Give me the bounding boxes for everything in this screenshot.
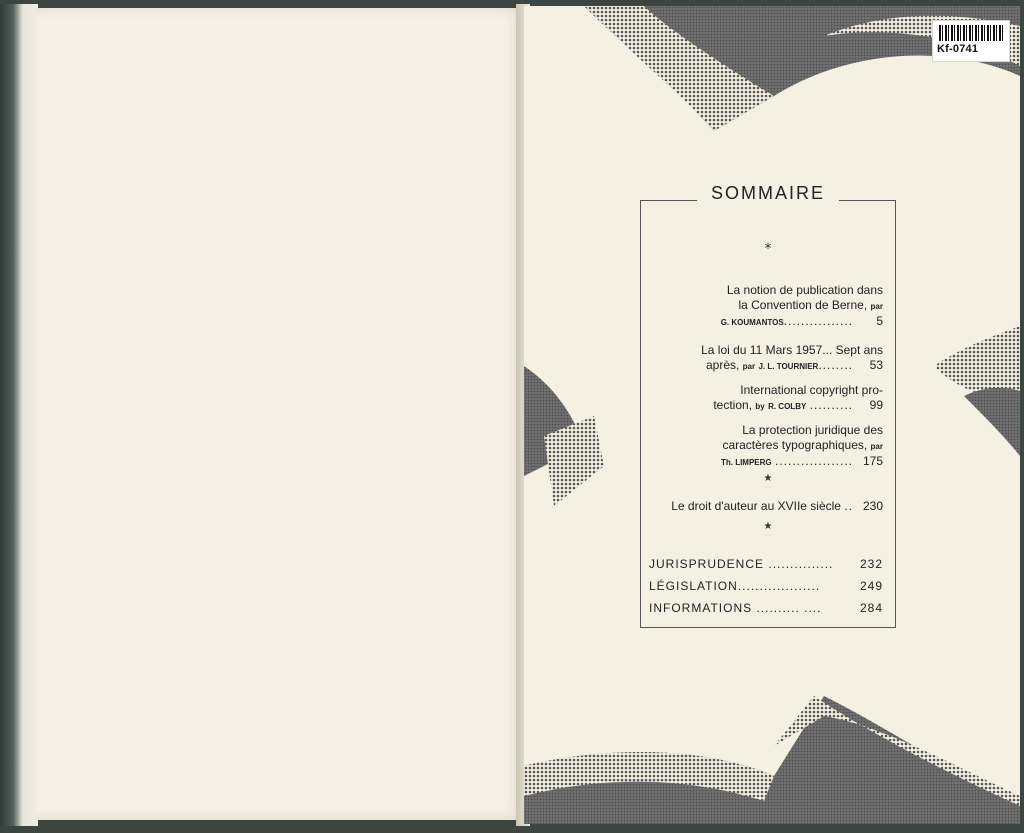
toc-page-number: 230 [862,499,883,513]
toc-page-number: 232 [859,557,883,571]
toc-asterisk: * [764,241,772,257]
toc-page-number: 249 [859,579,883,593]
barcode-bars [939,25,1003,41]
toc-page-number: 99 [869,398,883,412]
table-of-contents [640,183,896,628]
toc-page-number: 53 [869,358,883,372]
book-cover-edge [0,4,38,826]
barcode-text: Kf-0741 [937,43,979,55]
library-barcode-label [932,20,1010,62]
toc-page-number: 5 [876,314,883,328]
toc-title-text: SOMMAIRE [697,183,839,203]
toc-section-legislation: LÉGISLATION................... 249 [649,579,883,593]
toc-page-number: 284 [859,601,883,615]
toc-page-number: 175 [862,454,883,468]
toc-title [641,183,895,204]
toc-entry-tournier: La loi du 11 Mars 1957... Sept ans après, par J. L. TOURNIER........ 53 [701,343,883,372]
toc-entry-colby: International copyright pro- tection, by R. COLBY .......... 99 [713,383,883,412]
left-blank-page [36,8,524,820]
toc-star-separator: ★ [763,473,773,484]
toc-entry-koumantos: La notion de publication dans la Convention de Berne, par G. KOUMANTOS................ 5 [720,283,883,328]
toc-entry-xviie-siecle: Le droit d'auteur au XVIIe siècle .. 230 [671,499,883,513]
toc-entry-limperg: La protection juridique des caractères typographiques, par Th. LIMPERG .................. 175 [720,423,883,468]
toc-section-jurisprudence: JURISPRUDENCE ............... 232 [649,557,883,571]
toc-section-informations: INFORMATIONS .......... .... 284 [649,601,883,615]
toc-star-separator: ★ [763,521,773,532]
right-page [524,6,1020,824]
